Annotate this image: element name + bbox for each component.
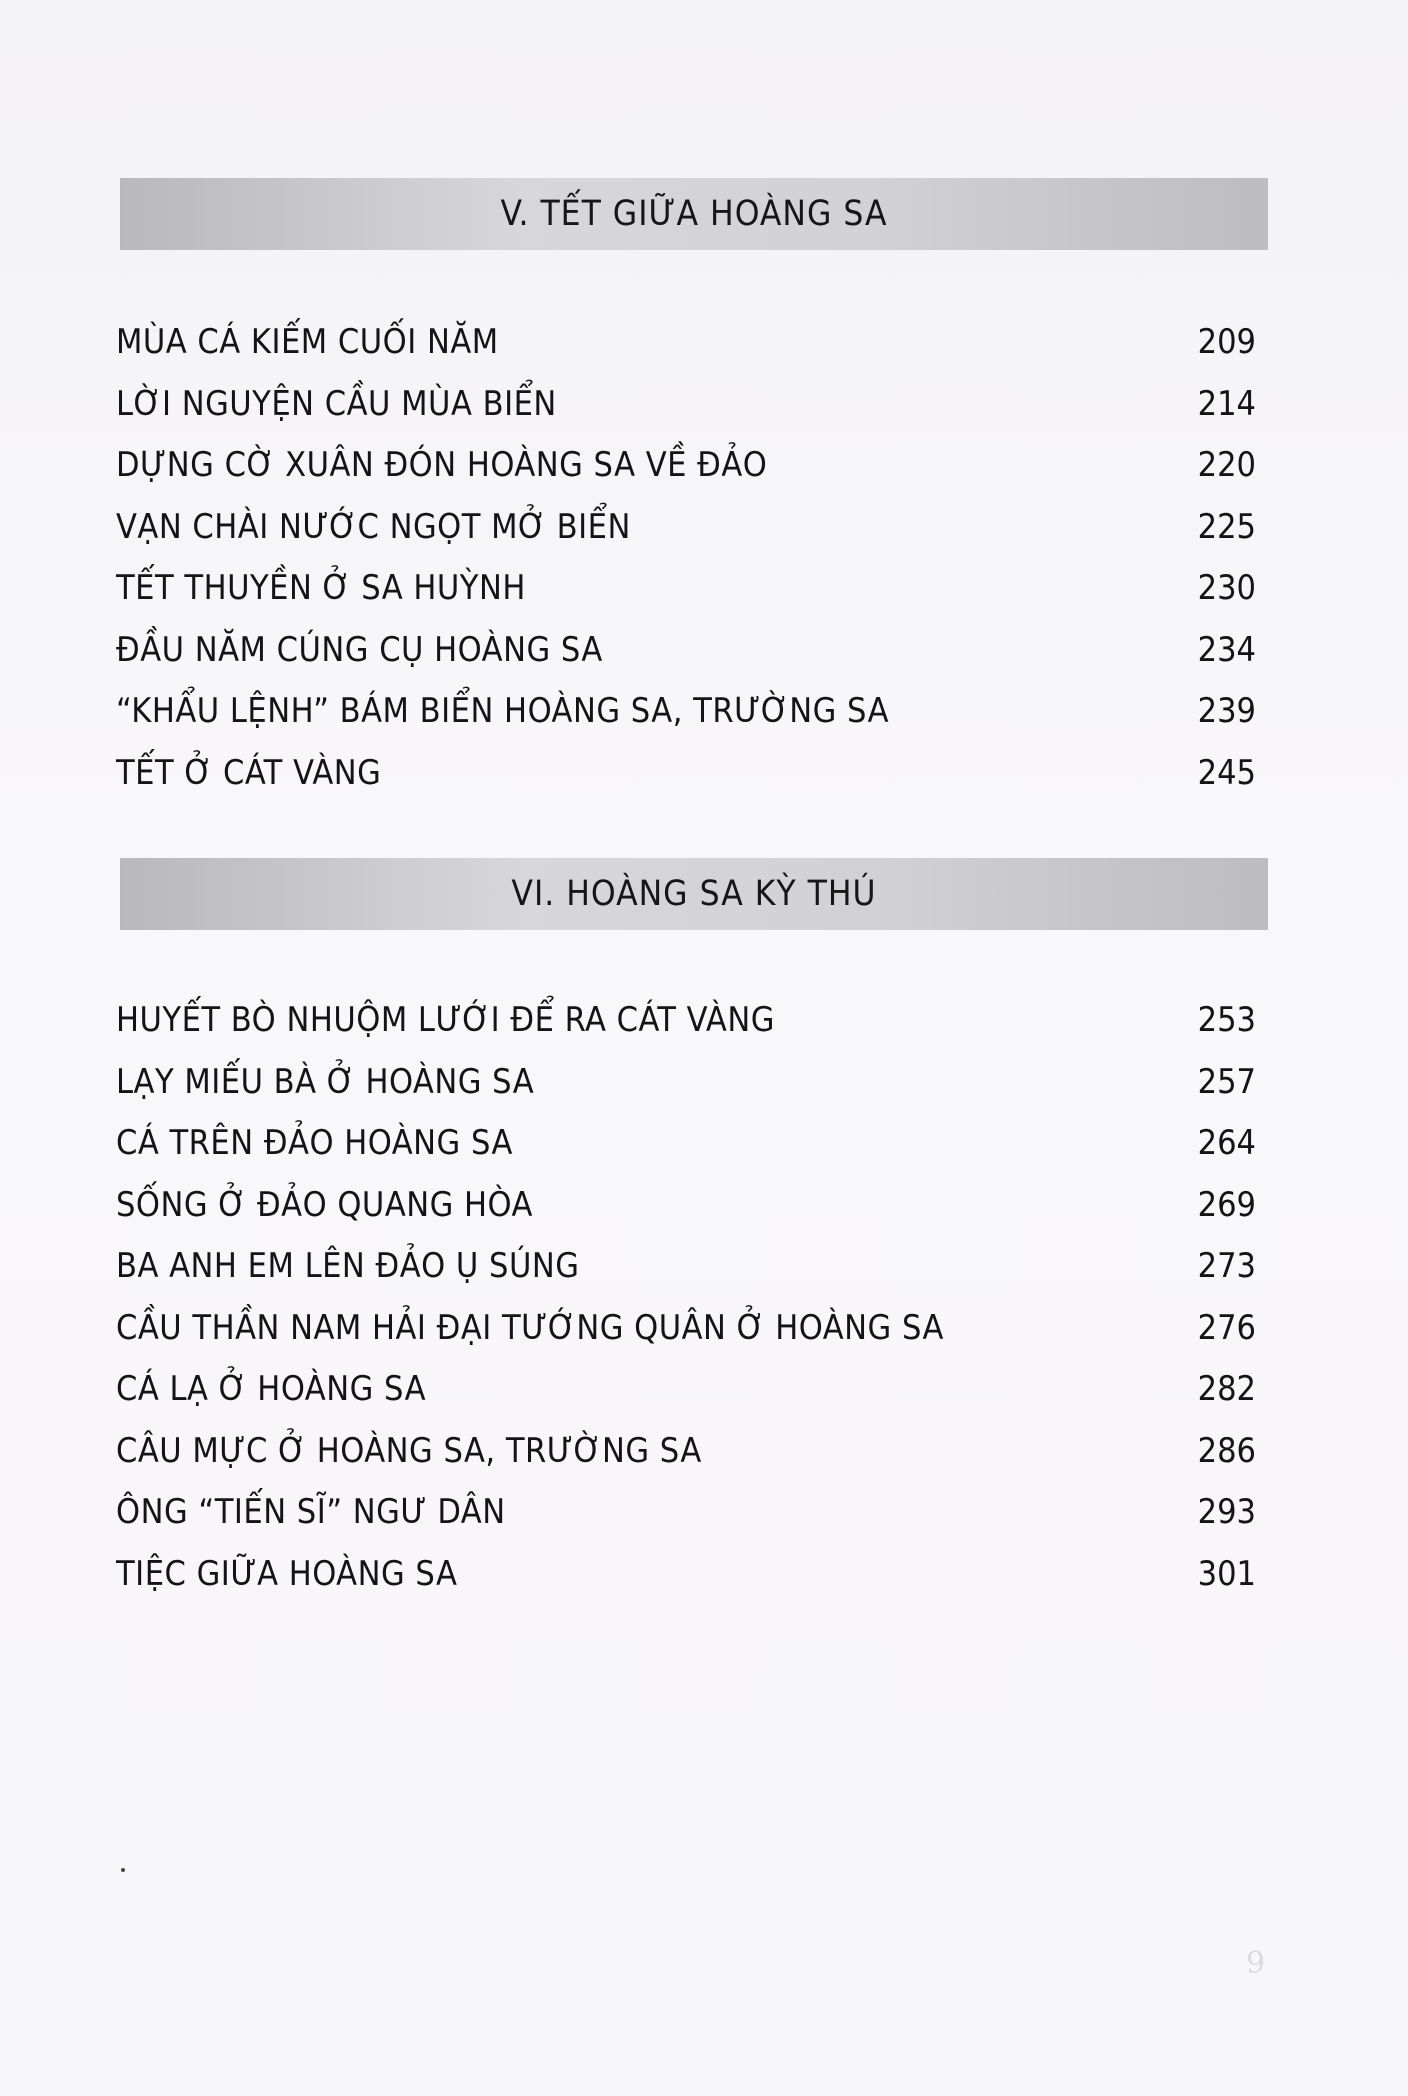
toc-entry-title: BA ANH EM LÊN ĐẢO Ụ SÚNG [116, 1246, 580, 1286]
toc-entry-page: 253 [1197, 1000, 1256, 1040]
toc-entry-page: 257 [1197, 1061, 1256, 1102]
toc-entry-page: 209 [1197, 322, 1256, 362]
toc-entry [116, 374, 1256, 436]
toc-entry-title: ĐẦU NĂM CÚNG CỤ HOÀNG SA [116, 629, 603, 670]
toc-entry-page: 286 [1197, 1430, 1256, 1471]
toc-entry [116, 1359, 1256, 1421]
toc-entry-page: 230 [1197, 568, 1256, 608]
toc-entry [116, 1298, 1256, 1360]
toc-entry [116, 1052, 1256, 1114]
toc-entry-title: VẠN CHÀI NƯỚC NGỌT MỞ BIỂN [116, 506, 631, 547]
toc-entry-page: 293 [1197, 1492, 1256, 1532]
toc-entry [116, 681, 1256, 743]
toc-entry-title: LỜI NGUYỆN CẦU MÙA BIỂN [116, 383, 557, 424]
toc-entry-title: CẦU THẦN NAM HẢI ĐẠI TƯỚNG QUÂN Ở HOÀNG SA [116, 1307, 944, 1348]
toc-list [116, 312, 1256, 804]
toc-entry-title: DỰNG CỜ XUÂN ĐÓN HOÀNG SA VỀ ĐẢO [116, 445, 768, 485]
toc-entry-title: MÙA CÁ KIẾM CUỐI NĂM [116, 322, 499, 362]
toc-entry-page: 234 [1197, 629, 1256, 670]
toc-entry-page: 276 [1197, 1307, 1256, 1348]
toc-entry-page: 220 [1197, 445, 1256, 485]
toc-entry [116, 1113, 1256, 1175]
section-heading: VI. HOÀNG SA KỲ THÚ [511, 874, 877, 914]
toc-entry-title: CÂU MỰC Ở HOÀNG SA, TRƯỜNG SA [116, 1430, 702, 1471]
toc-entry [116, 1236, 1256, 1298]
toc-entry-title: ÔNG “TIẾN SĨ” NGƯ DÂN [116, 1492, 506, 1532]
print-speck [121, 1868, 125, 1872]
toc-entry-page: 269 [1197, 1184, 1256, 1225]
toc-entry [116, 497, 1256, 559]
toc-entry-page: 239 [1197, 691, 1256, 731]
toc-entry [116, 620, 1256, 682]
toc-entry-page: 245 [1197, 752, 1256, 793]
toc-entry [116, 743, 1256, 805]
toc-entry-page: 214 [1197, 383, 1256, 424]
toc-entry-title: LẠY MIẾU BÀ Ở HOÀNG SA [116, 1061, 535, 1102]
toc-entry [116, 1175, 1256, 1237]
toc-list [116, 990, 1256, 1605]
toc-entry-page: 301 [1197, 1553, 1256, 1594]
toc-entry-title: CÁ LẠ Ở HOÀNG SA [116, 1369, 426, 1409]
toc-entry-title: HUYẾT BÒ NHUỘM LƯỚI ĐỂ RA CÁT VÀNG [116, 1000, 775, 1040]
toc-entry-title: “KHẨU LỆNH” BÁM BIỂN HOÀNG SA, TRƯỜNG SA [116, 691, 890, 731]
toc-entry [116, 435, 1256, 497]
section-heading: V. TẾT GIỮA HOÀNG SA [500, 194, 888, 234]
section-heading-band [120, 858, 1268, 930]
toc-entry-title: TẾT Ở CÁT VÀNG [116, 752, 382, 793]
toc-entry-page: 273 [1197, 1246, 1256, 1286]
toc-entry-title: TẾT THUYỀN Ở SA HUỲNH [116, 568, 526, 608]
toc-entry [116, 1482, 1256, 1544]
page-number: 9 [1246, 1946, 1266, 1981]
toc-entry [116, 1544, 1256, 1606]
toc-entry [116, 558, 1256, 620]
toc-entry-title: CÁ TRÊN ĐẢO HOÀNG SA [116, 1123, 513, 1163]
toc-entry [116, 990, 1256, 1052]
toc-entry-page: 282 [1197, 1369, 1256, 1409]
toc-entry-page: 225 [1197, 506, 1256, 547]
toc-entry-title: SỐNG Ở ĐẢO QUANG HÒA [116, 1184, 533, 1225]
toc-entry-page: 264 [1197, 1123, 1256, 1163]
toc-entry [116, 312, 1256, 374]
toc-entry-title: TIỆC GIỮA HOÀNG SA [116, 1553, 458, 1594]
section-heading-band [120, 178, 1268, 250]
toc-entry [116, 1421, 1256, 1483]
